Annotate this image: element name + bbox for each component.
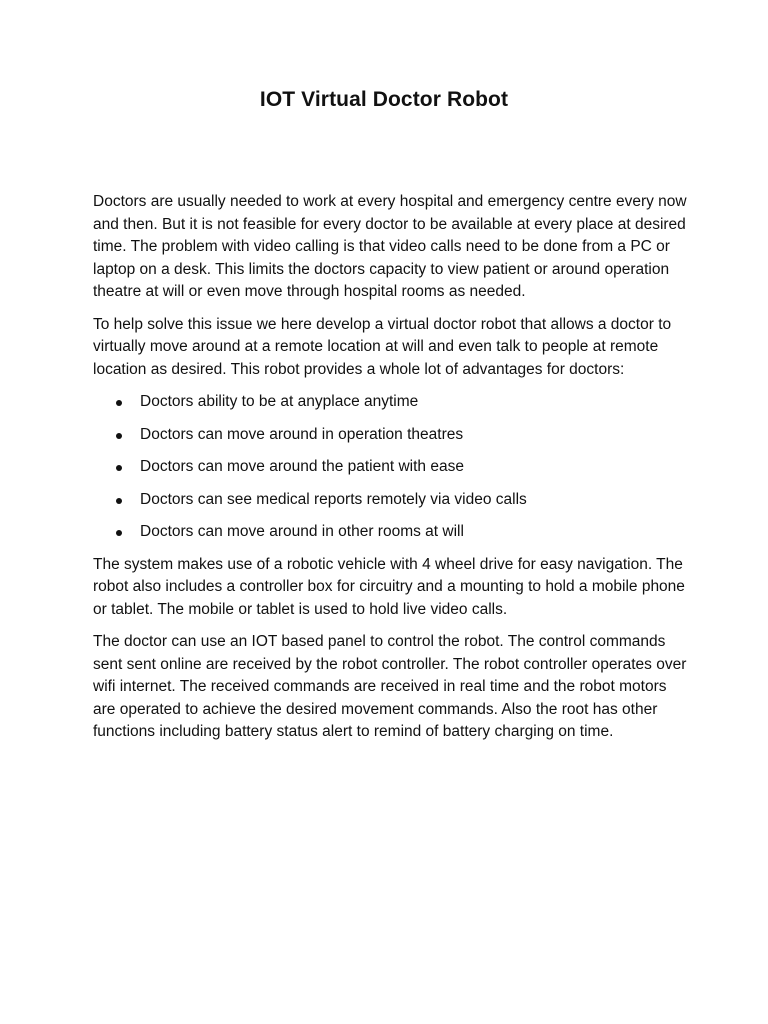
bullet-icon <box>116 530 122 536</box>
bullet-icon <box>116 498 122 504</box>
advantages-list <box>93 391 693 544</box>
list-item <box>93 424 693 447</box>
document-body <box>93 191 693 754</box>
list-item <box>93 391 693 414</box>
bullet-icon <box>116 400 122 406</box>
list-item-text: Doctors can move around in operation theatres <box>140 425 464 443</box>
list-item-text: Doctors can move around in other rooms at will <box>140 523 464 540</box>
solution-paragraph: To help solve this issue we here develop a virtual doctor robot that allows a doctor to virtually move around at a remote location at will and even talk to people at remote location as desired. This robot provides a whole lot of advantages for doctors: <box>93 315 672 378</box>
list-item-text: Doctors ability to be at anyplace anytime <box>140 393 419 410</box>
intro-paragraph: Doctors are usually needed to work at every hospital and emergency centre every now and then. But it is not feasible for every doctor to be available at every place at desired time. The problem with video calling is that video calls need to be done from a PC or laptop on a desk. This limits the doctors capacity to view patient or around operation theatre at will or even move through hospital rooms as needed. <box>93 193 687 300</box>
bullet-icon <box>116 465 122 471</box>
list-item-text: Doctors can see medical reports remotely via video calls <box>140 490 527 508</box>
control-paragraph: The doctor can use an IOT based panel to control the robot. The control commands sent sent online are received by the robot controller. The robot controller operates over wifi internet. The received commands are received in real time and the robot motors are operated to achieve the desired movement commands. Also the root has other functions including battery status alert to remind of battery charging on time. <box>93 633 687 740</box>
list-item <box>93 521 693 544</box>
list-item <box>93 489 693 512</box>
system-paragraph: The system makes use of a robotic vehicle with 4 wheel drive for easy navigation. The robot also includes a controller box for circuitry and a mounting to hold a mobile phone or tablet. The mobile or tablet is used to hold live video calls. <box>93 555 685 618</box>
list-item <box>93 456 693 479</box>
document-title: IOT Virtual Doctor Robot <box>259 88 509 111</box>
list-item-text: Doctors can move around the patient with ease <box>140 458 464 475</box>
bullet-icon <box>116 433 122 439</box>
